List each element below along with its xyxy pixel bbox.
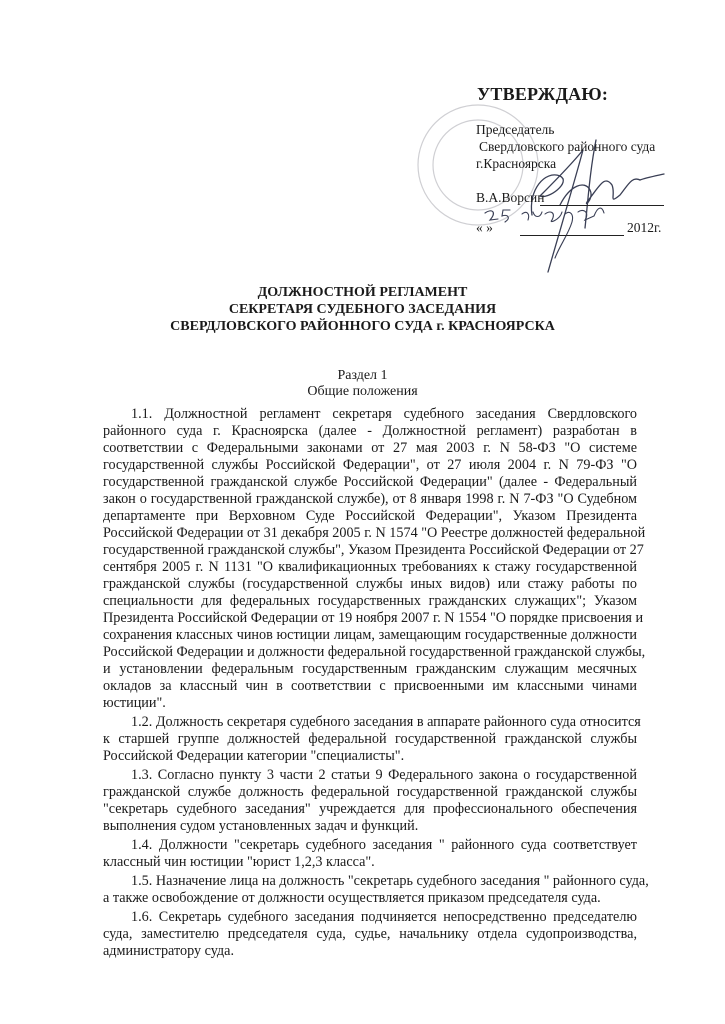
date-line bbox=[520, 235, 624, 236]
text-line: 1.2. Должность секретаря судебного заседания в аппарате районного суда относится bbox=[131, 714, 641, 730]
section-name: Общие положения bbox=[307, 384, 418, 399]
text-line: 1.6. Секретарь судебного заседания подчиняется непосредственно председателю bbox=[131, 909, 637, 925]
approver-court: Свердловского районного суда bbox=[479, 139, 656, 154]
text-line: сентября 2005 г. N 1131 "О квалификационных требованиях к стажу государственной bbox=[103, 559, 637, 575]
text-line: Российской Федерации и должности федеральной государственной гражданской службы, bbox=[103, 644, 646, 660]
text-line: районного суда г. Красноярска (далее - Должностной регламент) разработан в bbox=[103, 423, 637, 439]
text-line: 1.5. Назначение лица на должность "секретарь судебного заседания " районного суда, bbox=[131, 873, 649, 889]
text-line: Российской Федерации от 31 декабря 2005 г. N 1574 "О Реестре должностей федеральной bbox=[103, 525, 646, 541]
text-line: и установлении федеральным государственным гражданским служащим месячных bbox=[103, 661, 637, 677]
text-line: классный чин юстиции "юрист 1,2,3 класса". bbox=[103, 854, 375, 870]
text-line: "секретарь судебного заседания" учреждается для профессионального обеспечения bbox=[103, 801, 637, 817]
text-line: администратору суда. bbox=[103, 943, 234, 959]
handwritten-date-icon bbox=[485, 208, 604, 258]
text-line: Президента Российской Федерации от 19 ноября 2007 г. N 1554 "О порядке присвоения и bbox=[103, 610, 644, 626]
paragraph bbox=[103, 406, 646, 712]
text-line: юстиции". bbox=[103, 695, 166, 711]
doc-title-line2: СЕКРЕТАРЯ СУДЕБНОГО ЗАСЕДАНИЯ bbox=[228, 302, 497, 317]
document-body bbox=[103, 406, 649, 962]
text-line: гражданской службе должность федеральной государственной гражданской службы bbox=[103, 784, 637, 800]
doc-title-line1: ДОЛЖНОСТНОЙ РЕГЛАМЕНТ bbox=[257, 285, 468, 300]
doc-title-line3: СВЕРДЛОВСКОГО РАЙОННОГО СУДА г. КРАСНОЯРСКА bbox=[170, 319, 555, 334]
text-line: сохранения классных чинов юстиции лицам, замещающим государственные должности bbox=[103, 627, 637, 643]
approver-position: Председатель bbox=[476, 122, 555, 137]
text-line: 1.1. Должностной регламент секретаря судебного заседания Свердловского bbox=[131, 406, 637, 422]
text-line: к старшей группе должностей федеральной государственной гражданской службы bbox=[103, 731, 637, 747]
date-year: 2012г. bbox=[627, 220, 662, 235]
text-line: а также освобождение от должности осуществляется приказом председателя суда. bbox=[103, 890, 601, 906]
text-line: Российской Федерации категории "специалисты". bbox=[103, 748, 405, 764]
text-line: департаменте при Верховном Суде Российской Федерации", Указом Президента bbox=[103, 508, 637, 524]
approver-name: В.А.Ворсин bbox=[476, 190, 545, 205]
text-line: выполнения судом установленных задач и функций. bbox=[103, 818, 419, 834]
paragraph bbox=[103, 837, 637, 871]
text-line: суда, заместителю председателя суда, судье, начальнику отдела судопроизводства, bbox=[103, 926, 637, 942]
section-number: Раздел 1 bbox=[337, 368, 388, 383]
text-line: гражданской службы (государственной службы иных видов) или стажу работы по bbox=[103, 576, 637, 592]
paragraph bbox=[103, 873, 649, 907]
text-line: государственной службы Российской Федерации", от 27 июля 2004 г. N 79-ФЗ "О bbox=[103, 457, 637, 473]
text-line: 1.3. Согласно пункту 3 части 2 статьи 9 Федерального закона о государственной bbox=[131, 767, 637, 783]
text-line: окладов за классный чин в соответствии с присвоенными им классными чинами bbox=[103, 678, 637, 694]
text-line: государственной гражданской службе Российской Федерации" (далее - Федеральный bbox=[103, 474, 637, 490]
text-line: соответствии с Федеральными законами от 27 мая 2003 г. N 58-ФЗ "О системе bbox=[103, 440, 637, 456]
paragraph bbox=[103, 714, 641, 765]
text-line: закон о государственной гражданской службе), от 8 января 1998 г. N 7-ФЗ "О Судебном bbox=[103, 491, 637, 507]
paragraph bbox=[103, 909, 637, 960]
paragraph bbox=[103, 767, 637, 835]
signature-line bbox=[540, 205, 664, 206]
text-line: специальности для федеральных государственных гражданских служащих"; Указом bbox=[103, 593, 637, 609]
approval-heading: УТВЕРЖДАЮ: bbox=[477, 84, 609, 104]
text-line: 1.4. Должности "секретарь судебного заседания " районного суда соответствует bbox=[131, 837, 637, 853]
date-quotes: « » bbox=[476, 220, 493, 235]
approver-city: г.Красноярска bbox=[476, 156, 557, 171]
text-line: государственной гражданской службы", Указом Президента Российской Федерации от 27 bbox=[103, 542, 644, 558]
